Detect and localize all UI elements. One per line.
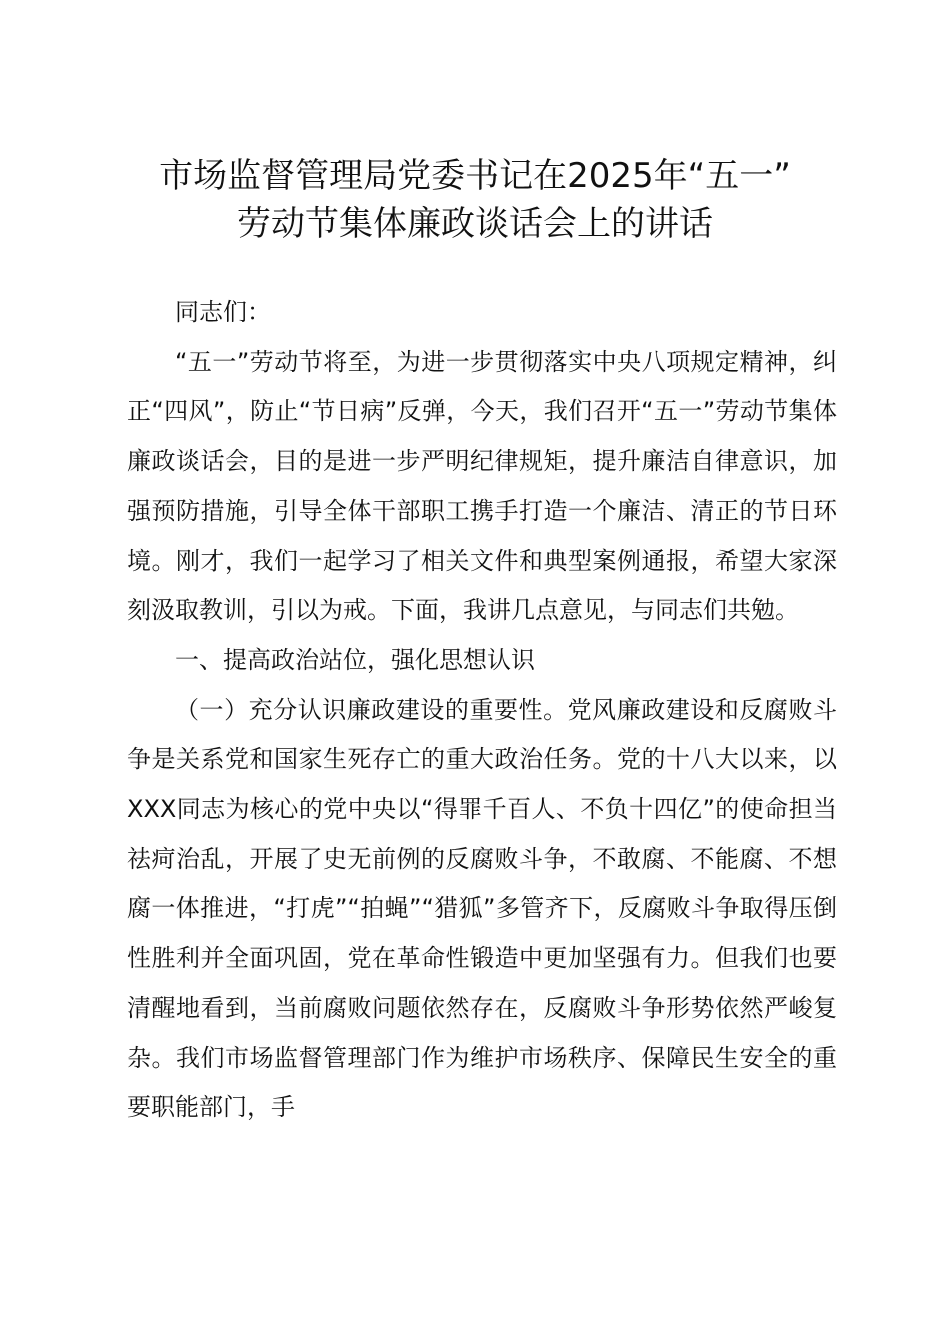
paragraph-1-1: （一）充分认识廉政建设的重要性。党风廉政建设和反腐败斗争是关系党和国家生死存亡的重大政治任务。党的十八大以来，以XXX同志为核心的党中央以“得罪千百人、不负十四亿”的使命担当祛疴治乱，开展了史无前例的反腐败斗争，不敢腐、不能腐、不想腐一体推进，“打虎”“拍蝇”“猎狐”多管齐下，反腐败斗争取得压倒性胜利并全面巩固，党在革命性锻造中更加坚强有力。但我们也要清醒地看到，当前腐败问题依然存在，反腐败斗争形势依然严峻复杂。我们市场监督管理部门作为维护市场秩序、保障民生安全的重要职能部门，手 <box>127 695 837 1122</box>
title-line-2: 劳动节集体廉政谈话会上的讲话 <box>237 204 713 244</box>
title-line-1: 市场监督管理局党委书记在2025年“五一” <box>159 156 791 196</box>
document-title <box>100 152 850 248</box>
paragraph-intro: “五一”劳动节将至，为进一步贯彻落实中央八项规定精神，纠正“四风”，防止“节日病”反弹，今天，我们召开“五一”劳动节集体廉政谈话会，目的是进一步严明纪律规矩，提升廉洁自律意识，加强预防措施，引导全体干部职工携手打造一个廉洁、清正的节日环境。刚才，我们一起学习了相关文件和典型案例通报，希望大家深刻汲取教训，引以为戒。下面，我讲几点意见，与同志们共勉。 <box>127 347 837 625</box>
salutation: 同志们： <box>175 298 271 326</box>
document-body <box>127 288 837 1133</box>
section-heading-1: 一、提高政治站位，强化思想认识 <box>175 645 535 674</box>
